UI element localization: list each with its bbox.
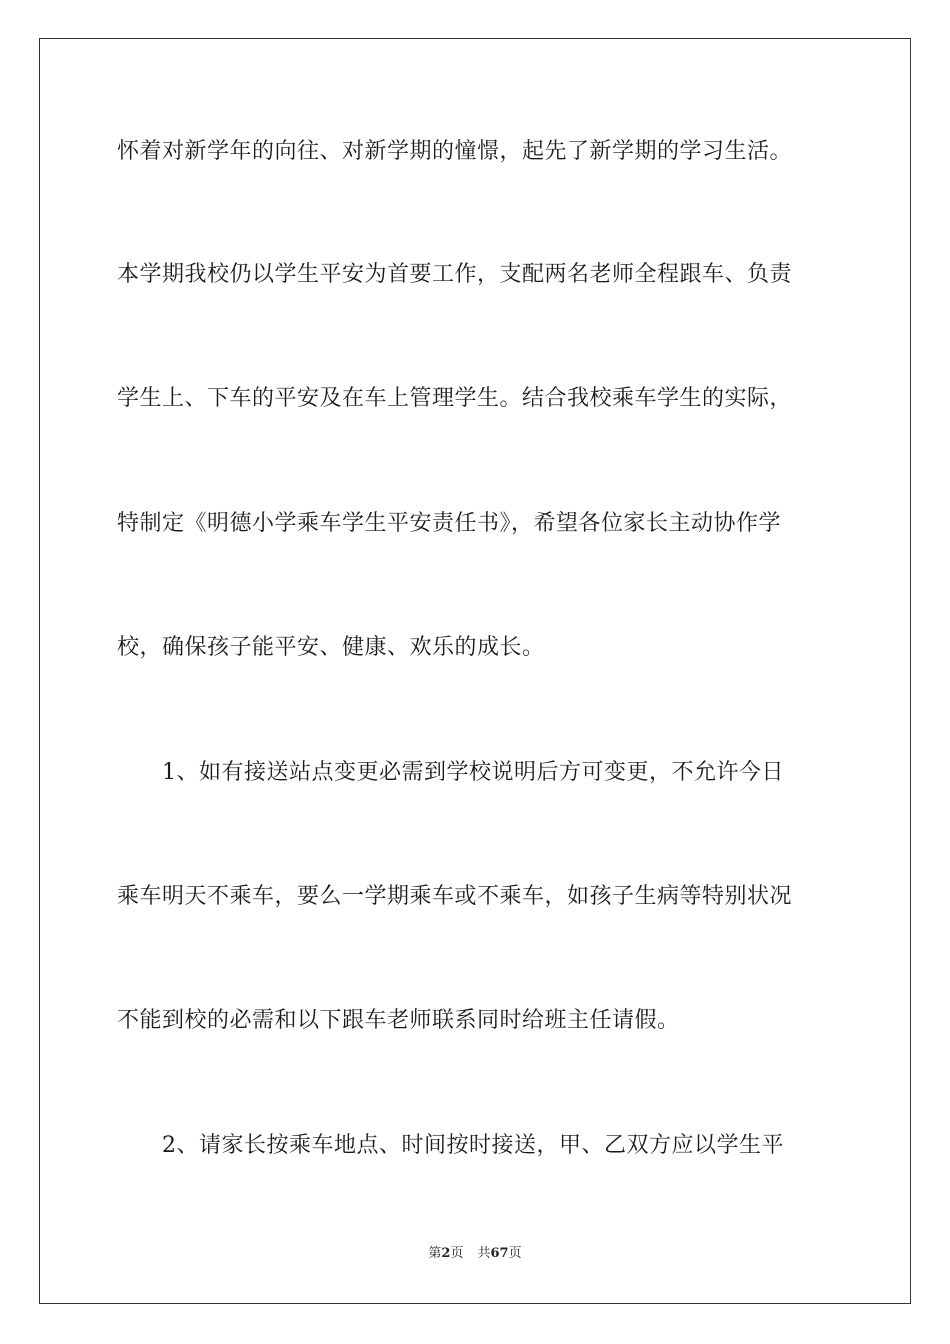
total-suffix: 页 bbox=[508, 1246, 522, 1261]
page-footer bbox=[0, 1245, 950, 1263]
page-suffix: 页 bbox=[450, 1246, 464, 1261]
total-pages: 67 bbox=[490, 1246, 509, 1261]
text-line: 2、请家长按乘车地点、时间按时接送，甲、乙双方应以学生平 bbox=[117, 1133, 784, 1158]
text-line: 本学期我校仍以学生平安为首要工作，支配两名老师全程跟车、负责 bbox=[117, 262, 793, 287]
text-line: 学生上、下车的平安及在车上管理学生。结合我校乘车学生的实际， bbox=[117, 386, 793, 411]
page-border bbox=[39, 38, 911, 1304]
text-line: 怀着对新学年的向往、对新学期的憧憬，起先了新学期的学习生活。 bbox=[117, 139, 793, 164]
page-prefix: 第 bbox=[428, 1246, 442, 1261]
text-line: 不能到校的必需和以下跟车老师联系同时给班主任请假。 bbox=[117, 1008, 680, 1033]
total-prefix: 共 bbox=[477, 1246, 491, 1261]
text-line: 校，确保孩子能平安、健康、欢乐的成长。 bbox=[117, 635, 545, 660]
page-number: 2 bbox=[441, 1246, 451, 1261]
text-line: 乘车明天不乘车，要么一学期乘车或不乘车，如孩子生病等特别状况 bbox=[117, 884, 793, 909]
text-line: 1、如有接送站点变更必需到学校说明后方可变更，不允许今日 bbox=[117, 760, 784, 785]
text-line: 特制定《明德小学乘车学生平安责任书》，希望各位家长主动协作学 bbox=[117, 511, 782, 536]
